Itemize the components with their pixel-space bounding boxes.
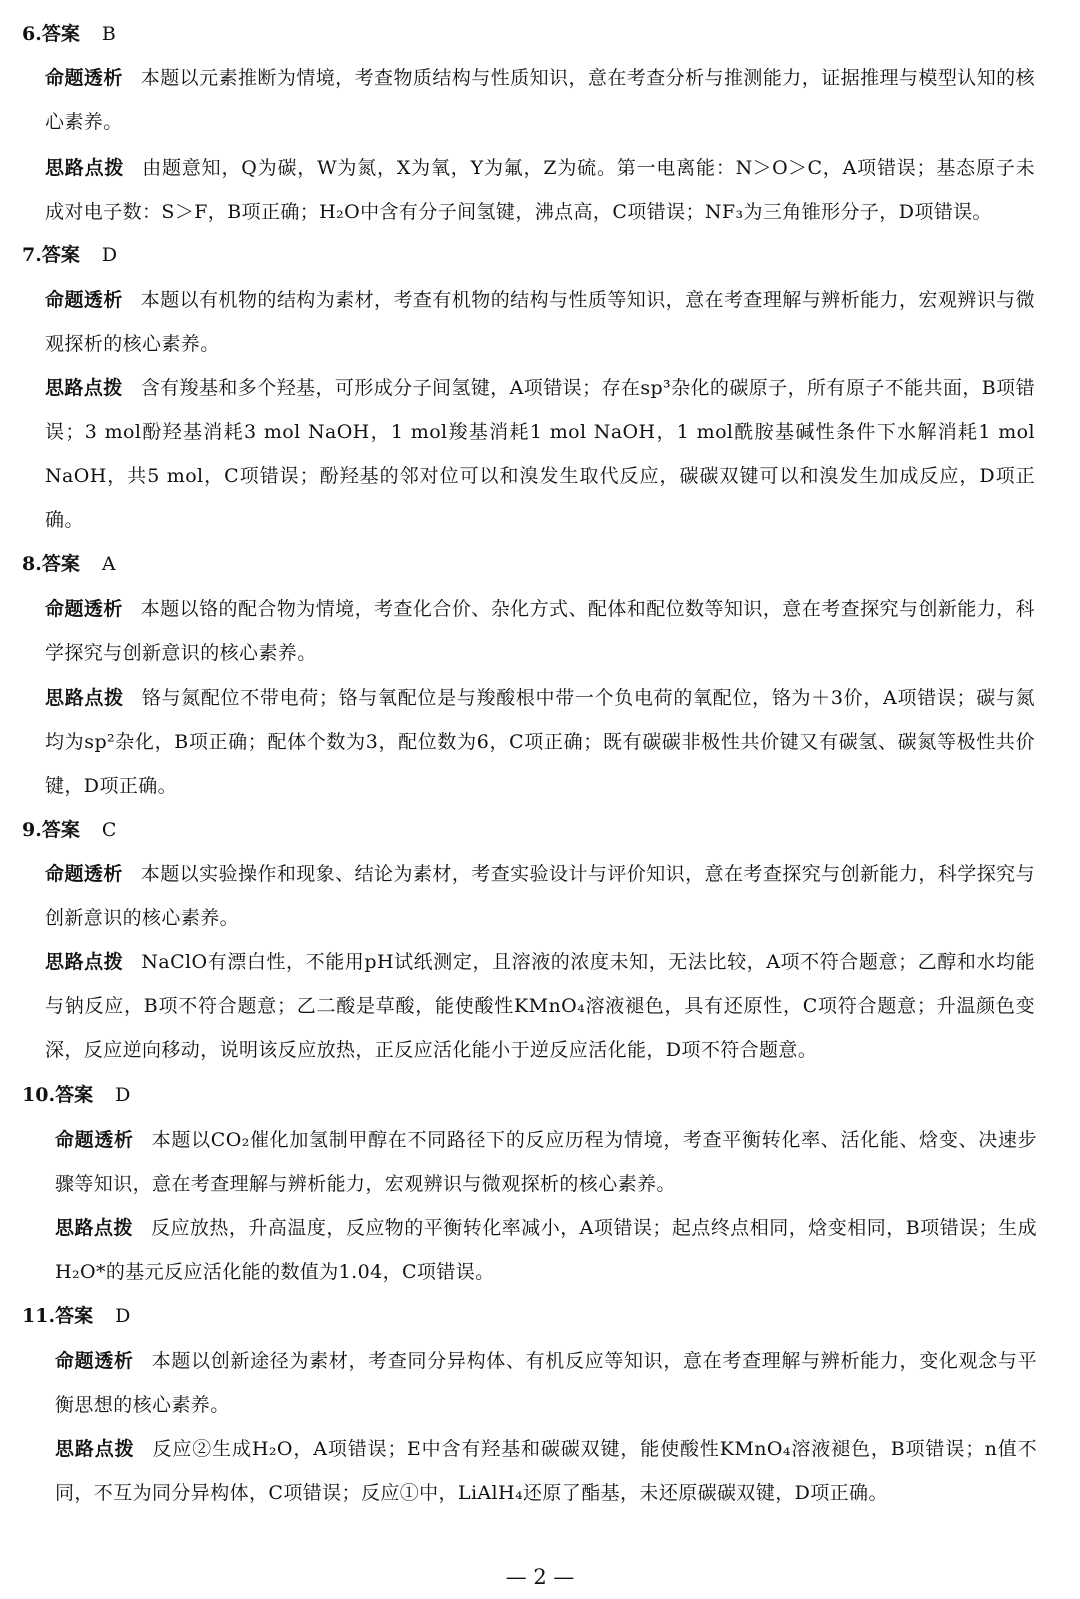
analysis-text: 本题以创新途径为素材，考查同分异构体、有机反应等知识，意在考查理解与辨析能力，变化观念与平衡思想的核心素养。 [55,1350,1037,1416]
answer-value: A [101,553,116,575]
hint-text: 含有羧基和多个羟基，可形成分子间氢键，A项错误；存在sp³杂化的碳原子，所有原子不能共面，B项错误；3 mol酚羟基消耗3 mol NaOH，1 mol羧基消耗1 mol NaOH，1 mol酰胺基碱性条件下水解消耗1 mol NaOH，共5 mol，C项错误；酚羟基的邻对位可以和溴发生取代反应，碳碳双键可以和溴发生加成反应，D项正确。 [45,377,1035,531]
hint-text: 反应②生成H₂O，A项错误；E中含有羟基和碳碳双键，能使酸性KMnO₄溶液褪色，B项错误；n值不同，不互为同分异构体，C项错误；反应①中，LiAlH₄还原了酯基，未还原碳碳双键，D项正确。 [55,1438,1037,1504]
hint-text: 反应放热，升高温度，反应物的平衡转化率减小，A项错误；起点终点相同，焓变相同，B项错误；生成H₂O*的基元反应活化能的数值为1.04，C项错误。 [55,1217,1037,1283]
answer-label: 答案 [55,1084,94,1106]
question-8-hint [45,676,1035,808]
question-number: 8. [22,553,42,575]
question-number: 10. [22,1084,56,1106]
question-10-header [22,1082,130,1108]
hint-label: 思路点拨 [55,1438,135,1460]
question-9-hint [45,940,1035,1072]
answer-value: C [101,819,117,841]
hint-label: 思路点拨 [45,951,124,973]
analysis-label: 命题透析 [45,67,123,89]
question-9-analysis [45,852,1035,940]
analysis-text: 本题以元素推断为情境，考查物质结构与性质知识，意在考查分析与推测能力，证据推理与模型认知的核心素养。 [45,67,1035,133]
question-6-header [22,21,116,47]
analysis-label: 命题透析 [45,289,123,311]
analysis-label: 命题透析 [55,1129,134,1151]
answer-label: 答案 [41,553,80,575]
question-number: 11. [22,1305,56,1327]
analysis-label: 命题透析 [45,598,123,620]
question-number: 6. [22,23,42,45]
hint-text: NaClO有漂白性，不能用pH试纸测定，且溶液的浓度未知，无法比较，A项不符合题意；乙醇和水均能与钠反应，B项不符合题意；乙二酸是草酸，能使酸性KMnO₄溶液褪色，具有还原性，C项符合题意；升温颜色变深，反应逆向移动，说明该反应放热，正反应活化能小于逆反应活化能，D项不符合题意。 [45,951,1035,1061]
answer-label: 答案 [41,819,80,841]
answer-label: 答案 [41,23,80,45]
question-number: 9. [22,819,42,841]
analysis-label: 命题透析 [55,1350,134,1372]
answer-label: 答案 [55,1305,94,1327]
question-9-header [22,817,116,843]
hint-label: 思路点拨 [55,1217,133,1239]
answer-value: D [101,244,118,266]
question-7-analysis [45,278,1035,366]
hint-label: 思路点拨 [45,687,124,709]
page-number: — 2 — [505,1565,575,1589]
question-number: 7. [22,244,42,266]
analysis-text: 本题以铬的配合物为情境，考查化合价、杂化方式、配体和配位数等知识，意在考查探究与创新能力，科学探究与创新意识的核心素养。 [45,598,1035,664]
question-7-header [22,242,117,268]
question-6-hint [45,146,1035,234]
question-8-header [22,551,116,577]
analysis-label: 命题透析 [45,863,123,885]
question-11-hint [55,1427,1037,1515]
hint-text: 由题意知，Q为碳，W为氮，X为氧，Y为氟，Z为硫。第一电离能：N＞O＞C，A项错误；基态原子未成对电子数：S＞F，B项正确；H₂O中含有分子间氢键，沸点高，C项错误；NF₃为三角锥形分子，D项错误。 [45,157,1035,223]
question-7-hint [45,366,1035,542]
answer-value: D [115,1305,131,1327]
analysis-text: 本题以CO₂催化加氢制甲醇在不同路径下的反应历程为情境，考查平衡转化率、活化能、焓变、决速步骤等知识，意在考查理解与辨析能力，宏观辨识与微观探析的核心素养。 [55,1129,1037,1195]
answer-value: D [115,1084,131,1106]
question-10-hint [55,1206,1037,1294]
answer-label: 答案 [41,244,80,266]
answer-value: B [101,23,116,45]
analysis-text: 本题以有机物的结构为素材，考查有机物的结构与性质等知识，意在考查理解与辨析能力，宏观辨识与微观探析的核心素养。 [45,289,1035,355]
question-11-analysis [55,1339,1037,1427]
hint-label: 思路点拨 [45,377,123,399]
analysis-text: 本题以实验操作和现象、结论为素材，考查实验设计与评价知识，意在考查探究与创新能力，科学探究与创新意识的核心素养。 [45,863,1035,929]
question-8-analysis [45,587,1035,675]
question-11-header [22,1303,130,1329]
question-6-analysis [45,56,1035,144]
hint-text: 铬与氮配位不带电荷；铬与氧配位是与羧酸根中带一个负电荷的氧配位，铬为＋3价，A项错误；碳与氮均为sp²杂化，B项正确；配体个数为3，配位数为6，C项正确；既有碳碳非极性共价键又有碳氢、碳氮等极性共价键，D项正确。 [45,687,1035,797]
hint-label: 思路点拨 [45,157,125,179]
question-10-analysis [55,1118,1037,1206]
